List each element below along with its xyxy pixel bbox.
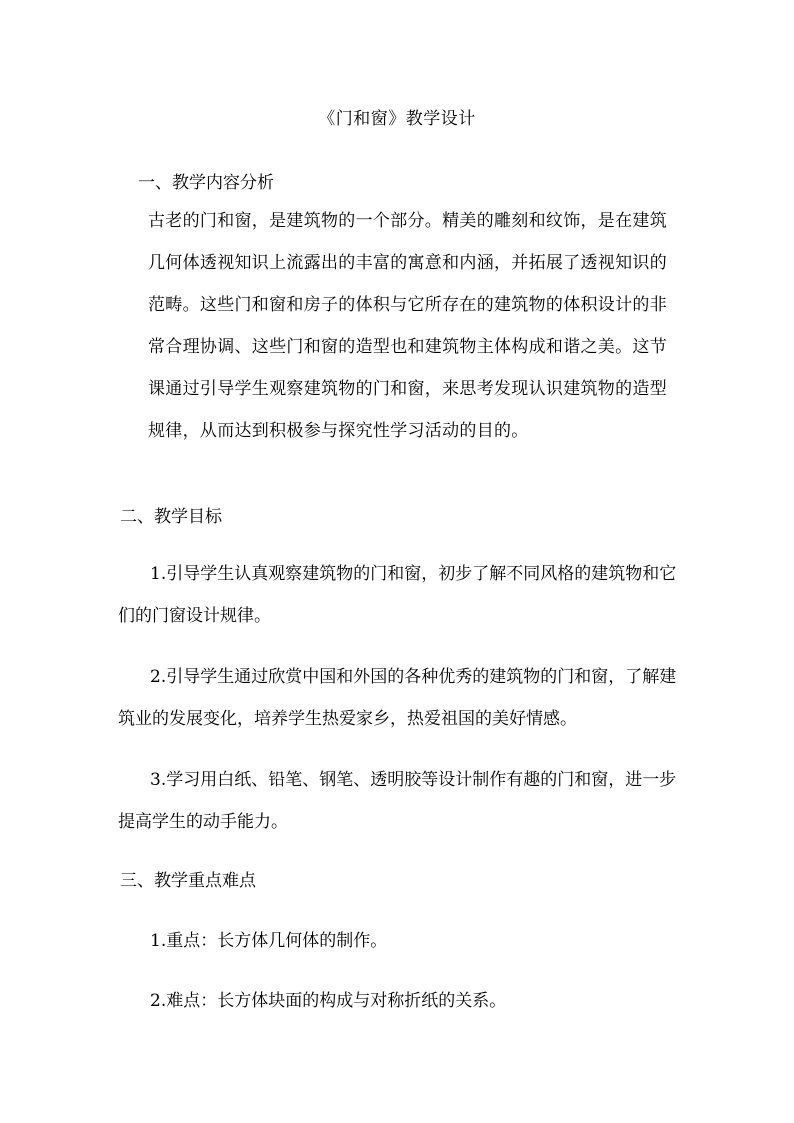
objective-item-2: 2.引导学生通过欣赏中国和外国的各种优秀的建筑物的门和窗，了解建筑业的发展变化，培养学生热爱家乡，热爱祖国的美好情感。	[118, 667, 677, 729]
content-analysis-paragraph: 古老的门和窗，是建筑物的一个部分。精美的雕刻和纹饰，是在建筑几何体透视知识上流露出的丰富的寓意和内涵，并拓展了透视知识的范畴。这些门和窗和房子的体积与它所存在的建筑物的体积设计的非常合理协调、这些门和窗的造型也和建筑物主体构成和谐之美。这节课通过引导学生观察建筑物的门和窗，来思考发现认识建筑物的造型规律，从而达到积极参与探究性学习活动的目的。	[148, 211, 667, 441]
document-title: 《门和窗》教学设计	[318, 109, 476, 129]
section-heading-content-analysis: 一、教学内容分析	[138, 173, 274, 193]
objective-item-3: 3.学习用白纸、铅笔、钢笔、透明胶等设计制作有趣的门和窗，进一步提高学生的动手能力。	[118, 770, 677, 832]
key-point-item-2: 2.难点：长方体块面的构成与对称折纸的关系。	[150, 991, 507, 1011]
section-heading-objectives: 二、教学目标	[120, 507, 222, 527]
key-point-item-1: 1.重点：长方体几何体的制作。	[150, 931, 388, 951]
section-heading-key-points: 三、教学重点难点	[120, 871, 256, 891]
objective-item-1: 1.引导学生认真观察建筑物的门和窗，初步了解不同风格的建筑物和它们的门窗设计规律。	[118, 564, 677, 626]
